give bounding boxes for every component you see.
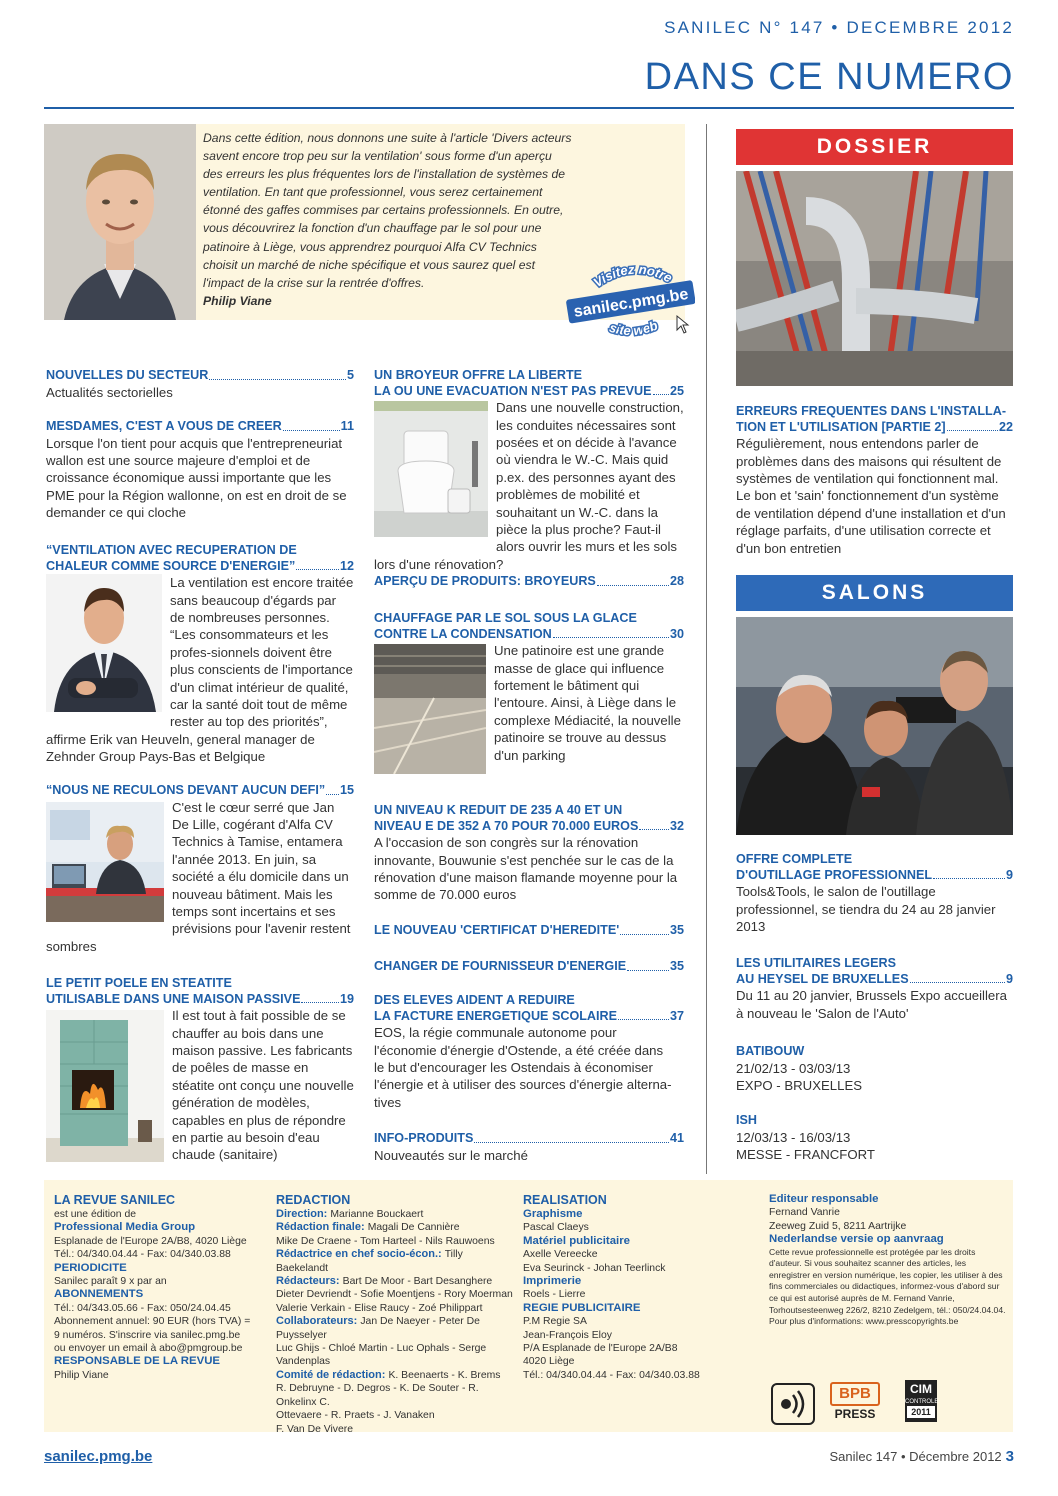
website-link[interactable]: sanilec.pmg.be bbox=[44, 1448, 153, 1465]
article-title[interactable]: LA FACTURE ENERGETIQUE SCOLAIRE bbox=[374, 1008, 618, 1023]
colophon-line: Roels - Lierre bbox=[523, 1289, 586, 1301]
colophon-line: Graphisme bbox=[523, 1208, 583, 1220]
article-summary: Du 11 au 20 janvier, Brussels Expo accueillera à nouveau le 'Salon de l'Auto' bbox=[736, 988, 1007, 1021]
article-title[interactable]: APERÇU DE PRODUITS: BROYEURS bbox=[374, 574, 596, 588]
article-title[interactable]: NIVEAU E DE 352 A 70 POUR 70.000 EUROS bbox=[374, 818, 639, 833]
bpb-logo-text: BPB bbox=[830, 1382, 880, 1406]
colophon-label: Rédaction finale: bbox=[276, 1221, 368, 1234]
photo-ice-rink bbox=[374, 644, 486, 774]
article-summary: A l'occasion de son congrès sur la rénovation innovante, Bouwunie s'est penchée sur le cas de la rénovation d'une maison flamande moyenne pour la somme de 70.000 euros bbox=[374, 835, 678, 903]
colophon-line: F. Van De Vivere bbox=[276, 1423, 354, 1435]
article-title-line1[interactable]: “VENTILATION AVEC RECUPERATION DE bbox=[46, 543, 297, 557]
colophon-line: ou envoyer un email à abo@pmgroup.be bbox=[54, 1343, 243, 1355]
colophon-value: K. Beenaerts - K. Brems bbox=[388, 1369, 501, 1381]
salon-title[interactable]: ISH bbox=[736, 1113, 757, 1127]
colophon-line bbox=[276, 1221, 514, 1234]
photo-steatite-stove bbox=[46, 1010, 164, 1162]
article-title[interactable]: NOUVELLES DU SECTEUR bbox=[46, 368, 209, 382]
colophon-value: Magali De Cannière bbox=[367, 1222, 460, 1234]
colophon-value: Tilly Baekelandt bbox=[276, 1249, 463, 1274]
photo-jan-de-lille bbox=[46, 802, 164, 922]
colophon-label: Rédacteurs: bbox=[276, 1275, 343, 1288]
colophon-line: Luc Ghijs - Chloé Martin - Luc Ophals - Serge Vandenplas bbox=[276, 1343, 487, 1368]
colophon-line: P.M Regie SA bbox=[523, 1316, 587, 1328]
colophon-line: RESPONSABLE DE LA REVUE bbox=[54, 1355, 221, 1368]
colophon-value: Bart De Moor - Bart Desanghere bbox=[342, 1276, 493, 1288]
article-page: 9 bbox=[1005, 867, 1013, 882]
salon-utilitaires[interactable] bbox=[736, 956, 1013, 1022]
colophon-redaction bbox=[276, 1193, 514, 1436]
article-title-line1[interactable]: LE PETIT POELE EN STEATITE bbox=[46, 976, 232, 990]
article-title[interactable]: TION ET L'UTILISATION [PARTIE 2] bbox=[736, 419, 946, 434]
colophon-line: Pascal Claeys bbox=[523, 1222, 589, 1234]
article-dossier-erreurs[interactable] bbox=[736, 404, 1013, 557]
article-info-produits[interactable] bbox=[374, 1131, 684, 1164]
colophon-publisher bbox=[54, 1193, 266, 1382]
colophon-line bbox=[276, 1248, 514, 1275]
article-title-line1[interactable]: ERREURS FREQUENTES DANS L'INSTALLA- bbox=[736, 404, 1007, 418]
article-title[interactable]: AU HEYSEL DE BRUXELLES bbox=[736, 971, 909, 986]
website-stamp[interactable] bbox=[565, 256, 695, 346]
article-summary: Lorsque l'on tient pour acquis que l'entrepreneuriat wallon est une source majeure d'emploi et de croissance économique aussi importante que les PME pour la Région wallonne, on est en droit de se demander ce qui cloche bbox=[46, 435, 347, 521]
cim-text: CIM bbox=[910, 1382, 932, 1396]
page-title: DANS CE NUMERO bbox=[644, 56, 1014, 98]
article-title[interactable]: CHALEUR COMME SOURCE D'ENERGIE” bbox=[46, 558, 296, 573]
article-title-line1[interactable]: UN NIVEAU K REDUIT DE 235 A 40 ET UN bbox=[374, 803, 623, 817]
salon-outillage[interactable] bbox=[736, 852, 1013, 935]
colophon-line: ABONNEMENTS bbox=[54, 1288, 144, 1301]
colophon-line: REDACTION bbox=[276, 1193, 351, 1207]
colophon-realisation bbox=[523, 1193, 753, 1382]
article-title[interactable]: UTILISABLE DANS UNE MAISON PASSIVE bbox=[46, 991, 301, 1006]
stamp-top-text: Visitez notre bbox=[590, 261, 675, 291]
article-page: 11 bbox=[340, 419, 354, 433]
article-page: 12 bbox=[339, 558, 354, 573]
article-ventilation[interactable] bbox=[46, 543, 354, 766]
article-summary: Tools&Tools, le salon de l'outillage professionnel, se tiendra du 24 au 28 janvier 2013 bbox=[736, 884, 996, 934]
colophon-value: Marianne Bouckaert bbox=[330, 1209, 424, 1220]
copyright-logo bbox=[771, 1383, 815, 1425]
article-summary: EOS, la régie communale autonome pour l'économie d'énergie d'Ostende, a été créée dans le but d'encourager les Ostendais à économiser l'énergie et à utiliser des sources d'énergie alterna-tives bbox=[374, 1025, 672, 1110]
colophon-line: LA REVUE SANILEC bbox=[54, 1193, 176, 1207]
colophon-editor bbox=[769, 1193, 1009, 1328]
article-title-line1[interactable]: LES UTILITAIRES LEGERS bbox=[736, 956, 896, 970]
editor-portrait bbox=[44, 124, 196, 320]
article-summary: Il est tout à fait possible de se chauffer au bois dans une maison passive. Les fabricants de poêles de masse en stéatite ont conçu une nouvelle génération de modèles, capables en plus de répondre en partie au besoin d'eau chaude (sanitaire) bbox=[172, 1008, 354, 1163]
salon-title[interactable]: BATIBOUW bbox=[736, 1044, 805, 1058]
article-title-line1[interactable]: UN BROYEUR OFFRE LA LIBERTE bbox=[374, 368, 583, 382]
article-title-line1[interactable]: CHAUFFAGE PAR LE SOL SOUS LA GLACE bbox=[374, 611, 637, 625]
salon-ish[interactable] bbox=[736, 1113, 1013, 1163]
colophon-label: Rédactrice en chef socio-écon.: bbox=[276, 1248, 445, 1261]
salon-batibouw[interactable] bbox=[736, 1044, 1013, 1094]
article-title[interactable]: LE NOUVEAU 'CERTIFICAT D'HEREDITE' bbox=[374, 923, 620, 937]
article-summary: Dans une nouvelle construction, les conduites nécessaires sont posées et on décide à l'avance où viendra le W.-C. Mais quid p.ex. des personnes ayant des problèmes de mobilité et souhaitant un W.-C. dans la pièce la plus proche? Faut-il alors ouvrir les murs et les sols lors d'une rénovation? bbox=[374, 400, 684, 572]
colophon-line: 9 numéros. S'inscrire via sanilec.pmg.be bbox=[54, 1329, 241, 1341]
photo-ventilation-ducts bbox=[736, 171, 1013, 386]
svg-text:site web bbox=[608, 318, 660, 339]
stamp-url[interactable]: sanilec.pmg.be bbox=[572, 285, 690, 321]
colophon-line: Ottevaere - R. Praets - J. Vanaken bbox=[276, 1410, 435, 1422]
colophon-line: Valerie Verkain - Elise Raucy - Zoé Philippart bbox=[276, 1302, 483, 1314]
cursor-icon bbox=[677, 316, 688, 333]
issue-line: SANILEC N° 147 • DECEMBRE 2012 bbox=[664, 18, 1014, 37]
article-summary: Une patinoire est une grande masse de glace qui influence fortement le bâtiment qui l'entoure. Ainsi, à Liège dans le complexe Médiacité, la nouvelle patinoire se trouve au dessus d'un parking bbox=[494, 643, 681, 763]
article-title[interactable]: CHANGER DE FOURNISSEUR D'ENERGIE bbox=[374, 959, 627, 973]
colophon-line: Eva Seurinck - Johan Teerlinck bbox=[523, 1262, 666, 1274]
article-summary: C'est le cœur serré que Jan De Lille, cogérant d'Alfa CV Technics à Tamise, entamera l'année 2013. En juin, sa société a élu domicile dans un nouveau bâtiment. Mais les temps sont incertains et ses prévisions pour l'avenir restent sombres bbox=[46, 799, 351, 954]
page-footer-issue bbox=[829, 1448, 1014, 1465]
colophon-label: Comité de rédaction: bbox=[276, 1368, 389, 1381]
colophon-line: Axelle Vereecke bbox=[523, 1249, 598, 1261]
colophon-line: Tél.: 04/340.04.44 - Fax: 04/340.03.88 bbox=[523, 1369, 700, 1381]
bpb-press-text: PRESS bbox=[834, 1407, 876, 1421]
colophon-line: R. Debruyne - D. Degros - K. De Souter - R. Onkelinx C. bbox=[276, 1383, 479, 1408]
header-rule bbox=[44, 107, 1014, 109]
colophon-line: Imprimerie bbox=[523, 1275, 582, 1288]
footer-issue-text: Sanilec 147 • Décembre 2012 bbox=[829, 1449, 1002, 1464]
colophon-line: Editeur responsable bbox=[769, 1193, 879, 1205]
colophon-line: REGIE PUBLICITAIRE bbox=[523, 1301, 641, 1314]
colophon-line: 4020 Liège bbox=[523, 1356, 575, 1368]
colophon-line: Philip Viane bbox=[54, 1369, 109, 1381]
colophon-line: Tél.: 04/343.05.66 - Fax: 050/24.04.45 bbox=[54, 1302, 231, 1314]
cim-logo bbox=[905, 1380, 937, 1422]
article-page: 19 bbox=[339, 991, 354, 1006]
colophon-label: Direction: bbox=[276, 1208, 331, 1220]
article-certificat[interactable] bbox=[374, 923, 684, 939]
article-title[interactable]: LA OU UNE EVACUATION N'EST PAS PREVUE bbox=[374, 383, 652, 398]
bpb-press-logo bbox=[830, 1382, 880, 1424]
article-page: 35 bbox=[669, 959, 684, 973]
article-summary: Régulièrement, nous entendons parler de problèmes dans des maisons qui résultent de systèmes de ventilation qui fonctionnent mal. Le bon et 'sain' fonctionnement d'un système de ventilation dépend d'une installation et d'un réglage parfaits, d'une utilisation correcte et d'un bon entretien bbox=[736, 436, 1006, 556]
article-summary: La ventilation est encore traitée sans beaucoup d'égards par de nombreuses personnes. “Les consommateurs et les profes-sionnels doivent être plus conscients de l'importance d'un climat intérieur de qualité, car la santé doit tout de même rester au top des priorités”, affirme Erik van Heuveln, general manager de Zehnder Group Pays-Bas et Belgique bbox=[46, 575, 354, 765]
article-eleves[interactable] bbox=[374, 993, 684, 1111]
article-title-line1[interactable]: DES ELEVES AIDENT A REDUIRE bbox=[374, 993, 575, 1007]
article-title[interactable]: MESDAMES, C'EST A VOUS DE CREER bbox=[46, 419, 282, 433]
article-page: 30 bbox=[669, 626, 684, 641]
page-number: 3 bbox=[1005, 1448, 1014, 1465]
article-fournisseur[interactable] bbox=[374, 959, 684, 975]
article-page: 22 bbox=[998, 419, 1013, 434]
article-mesdames[interactable] bbox=[46, 419, 354, 522]
colophon-line: Cette revue professionnelle est protégée par les droits d'auteur. Si vous souhaitez scanner des articles, les enregistrer en version numérique, les copier, les utiliser à des fins commerciales ou didactiques, informez-vous d'abord sur ce qui est autorisé auprès de M. Fernand Vanrie, Torhoutsesteenweg 226/2, 8210 Zedelgem, tél.: 050/24.04.04. Pour plus d'informations: www.presscopyrights.be bbox=[769, 1246, 1006, 1327]
article-page: 41 bbox=[669, 1131, 684, 1145]
colophon-line: Professional Media Group bbox=[54, 1221, 196, 1234]
article-page: 32 bbox=[669, 818, 684, 833]
article-page: 28 bbox=[669, 574, 684, 588]
cim-year-text: 2011 bbox=[907, 1406, 935, 1418]
dossier-banner: DOSSIER bbox=[736, 129, 1013, 165]
colophon-line bbox=[276, 1208, 514, 1221]
article-patinoire[interactable] bbox=[374, 611, 684, 776]
colophon-line: PERIODICITE bbox=[54, 1261, 127, 1274]
colophon-line: Abonnement annuel: 90 EUR (hors TVA) = bbox=[54, 1316, 251, 1328]
colophon-line: Mike De Craene - Tom Harteel - Nils Rauwoens bbox=[276, 1235, 495, 1247]
colophon-line: REALISATION bbox=[523, 1193, 607, 1207]
article-nouvelles[interactable] bbox=[46, 368, 354, 401]
salon-place: EXPO - BRUXELLES bbox=[736, 1078, 863, 1093]
colophon-label: Collaborateurs: bbox=[276, 1315, 361, 1328]
colophon-line: Zeeweg Zuid 5, 8211 Aartrijke bbox=[769, 1220, 907, 1232]
colophon-line: P/A Esplanade de l'Europe 2A/B8 bbox=[523, 1343, 678, 1355]
colophon-line: Matériel publicitaire bbox=[523, 1234, 630, 1247]
intro-text bbox=[203, 129, 573, 310]
salon-dates: 21/02/13 - 03/03/13 bbox=[736, 1060, 851, 1076]
article-title[interactable]: D'OUTILLAGE PROFESSIONNEL bbox=[736, 867, 933, 882]
article-page: 25 bbox=[669, 383, 684, 398]
salon-dates: 12/03/13 - 16/03/13 bbox=[736, 1129, 851, 1145]
salon-place: MESSE - FRANCFORT bbox=[736, 1147, 875, 1162]
article-title-line1[interactable]: OFFRE COMPLETE bbox=[736, 852, 853, 866]
article-page: 37 bbox=[669, 1008, 684, 1023]
stamp-bottom-text: site web bbox=[607, 317, 660, 339]
colophon-line: Esplanade de l'Europe 2A/B8, 4020 Liège bbox=[54, 1235, 247, 1247]
photo-toilet-broyeur bbox=[374, 401, 488, 537]
article-renovation[interactable] bbox=[374, 803, 684, 904]
colophon-line: Sanilec paraît 9 x par an bbox=[54, 1276, 167, 1288]
colophon-line bbox=[276, 1275, 514, 1288]
article-summary: Nouveautés sur le marché bbox=[374, 1147, 528, 1163]
intro-signature: Philip Viane bbox=[203, 293, 272, 308]
colophon-line: est une édition de bbox=[54, 1209, 137, 1220]
article-page: 9 bbox=[1005, 971, 1013, 986]
article-title[interactable]: “NOUS NE RECULONS DEVANT AUCUN DEFI” bbox=[46, 783, 326, 797]
article-title[interactable]: INFO-PRODUITS bbox=[374, 1131, 474, 1145]
photo-tools-fair bbox=[736, 617, 1013, 835]
article-apercu-broyeurs[interactable] bbox=[374, 574, 684, 590]
photo-erik-van-heuveln bbox=[46, 574, 162, 712]
article-broyeur[interactable] bbox=[374, 368, 684, 573]
colophon-line: Nederlandse versie op aanvraag bbox=[769, 1233, 944, 1246]
article-title[interactable]: CONTRE LA CONDENSATION bbox=[374, 626, 552, 641]
article-alfa-cv[interactable] bbox=[46, 783, 354, 955]
article-page: 5 bbox=[346, 368, 354, 382]
colophon-line bbox=[276, 1315, 514, 1342]
article-page: 35 bbox=[669, 923, 684, 937]
article-page: 15 bbox=[339, 783, 354, 797]
salons-banner: SALONS bbox=[736, 575, 1013, 611]
colophon-line: Tél.: 04/340.04.44 - Fax: 04/340.03.88 bbox=[54, 1249, 231, 1261]
column-divider bbox=[706, 124, 707, 1174]
colophon-line: Dieter Devriendt - Sofie Moentjens - Rory Moerman bbox=[276, 1289, 513, 1301]
colophon-value: Jan De Naeyer - Peter De Puysselyer bbox=[276, 1316, 480, 1341]
article-summary: Actualités sectorielles bbox=[46, 384, 173, 400]
colophon-line bbox=[276, 1369, 514, 1382]
cim-controle-text: CONTROLE bbox=[905, 1399, 939, 1405]
intro-paragraph: Dans cette édition, nous donnons une suite à l'article 'Divers acteurs savent encore trop peu sur la ventilation' sous forme d'un aperçu des erreurs les plus fréquentes lors de l'installation de systèmes de ventilation. En tant que professionnel, vous serez certainement étonné des gaffes commises par certains professionnels. En outre, vous découvrirez la fonction d'un chauffage par le sol pour une patinoire à Liège, vous apprendrez pourquoi Alfa CV Technics choisit un marché de niche spécifique et vous saurez quel est l'impact de la crise sur la rentrée d'offres. bbox=[203, 131, 572, 290]
article-poele[interactable] bbox=[46, 976, 354, 1164]
colophon-line: Jean-François Eloy bbox=[523, 1329, 612, 1341]
colophon-line: Fernand Vanrie bbox=[769, 1207, 840, 1219]
